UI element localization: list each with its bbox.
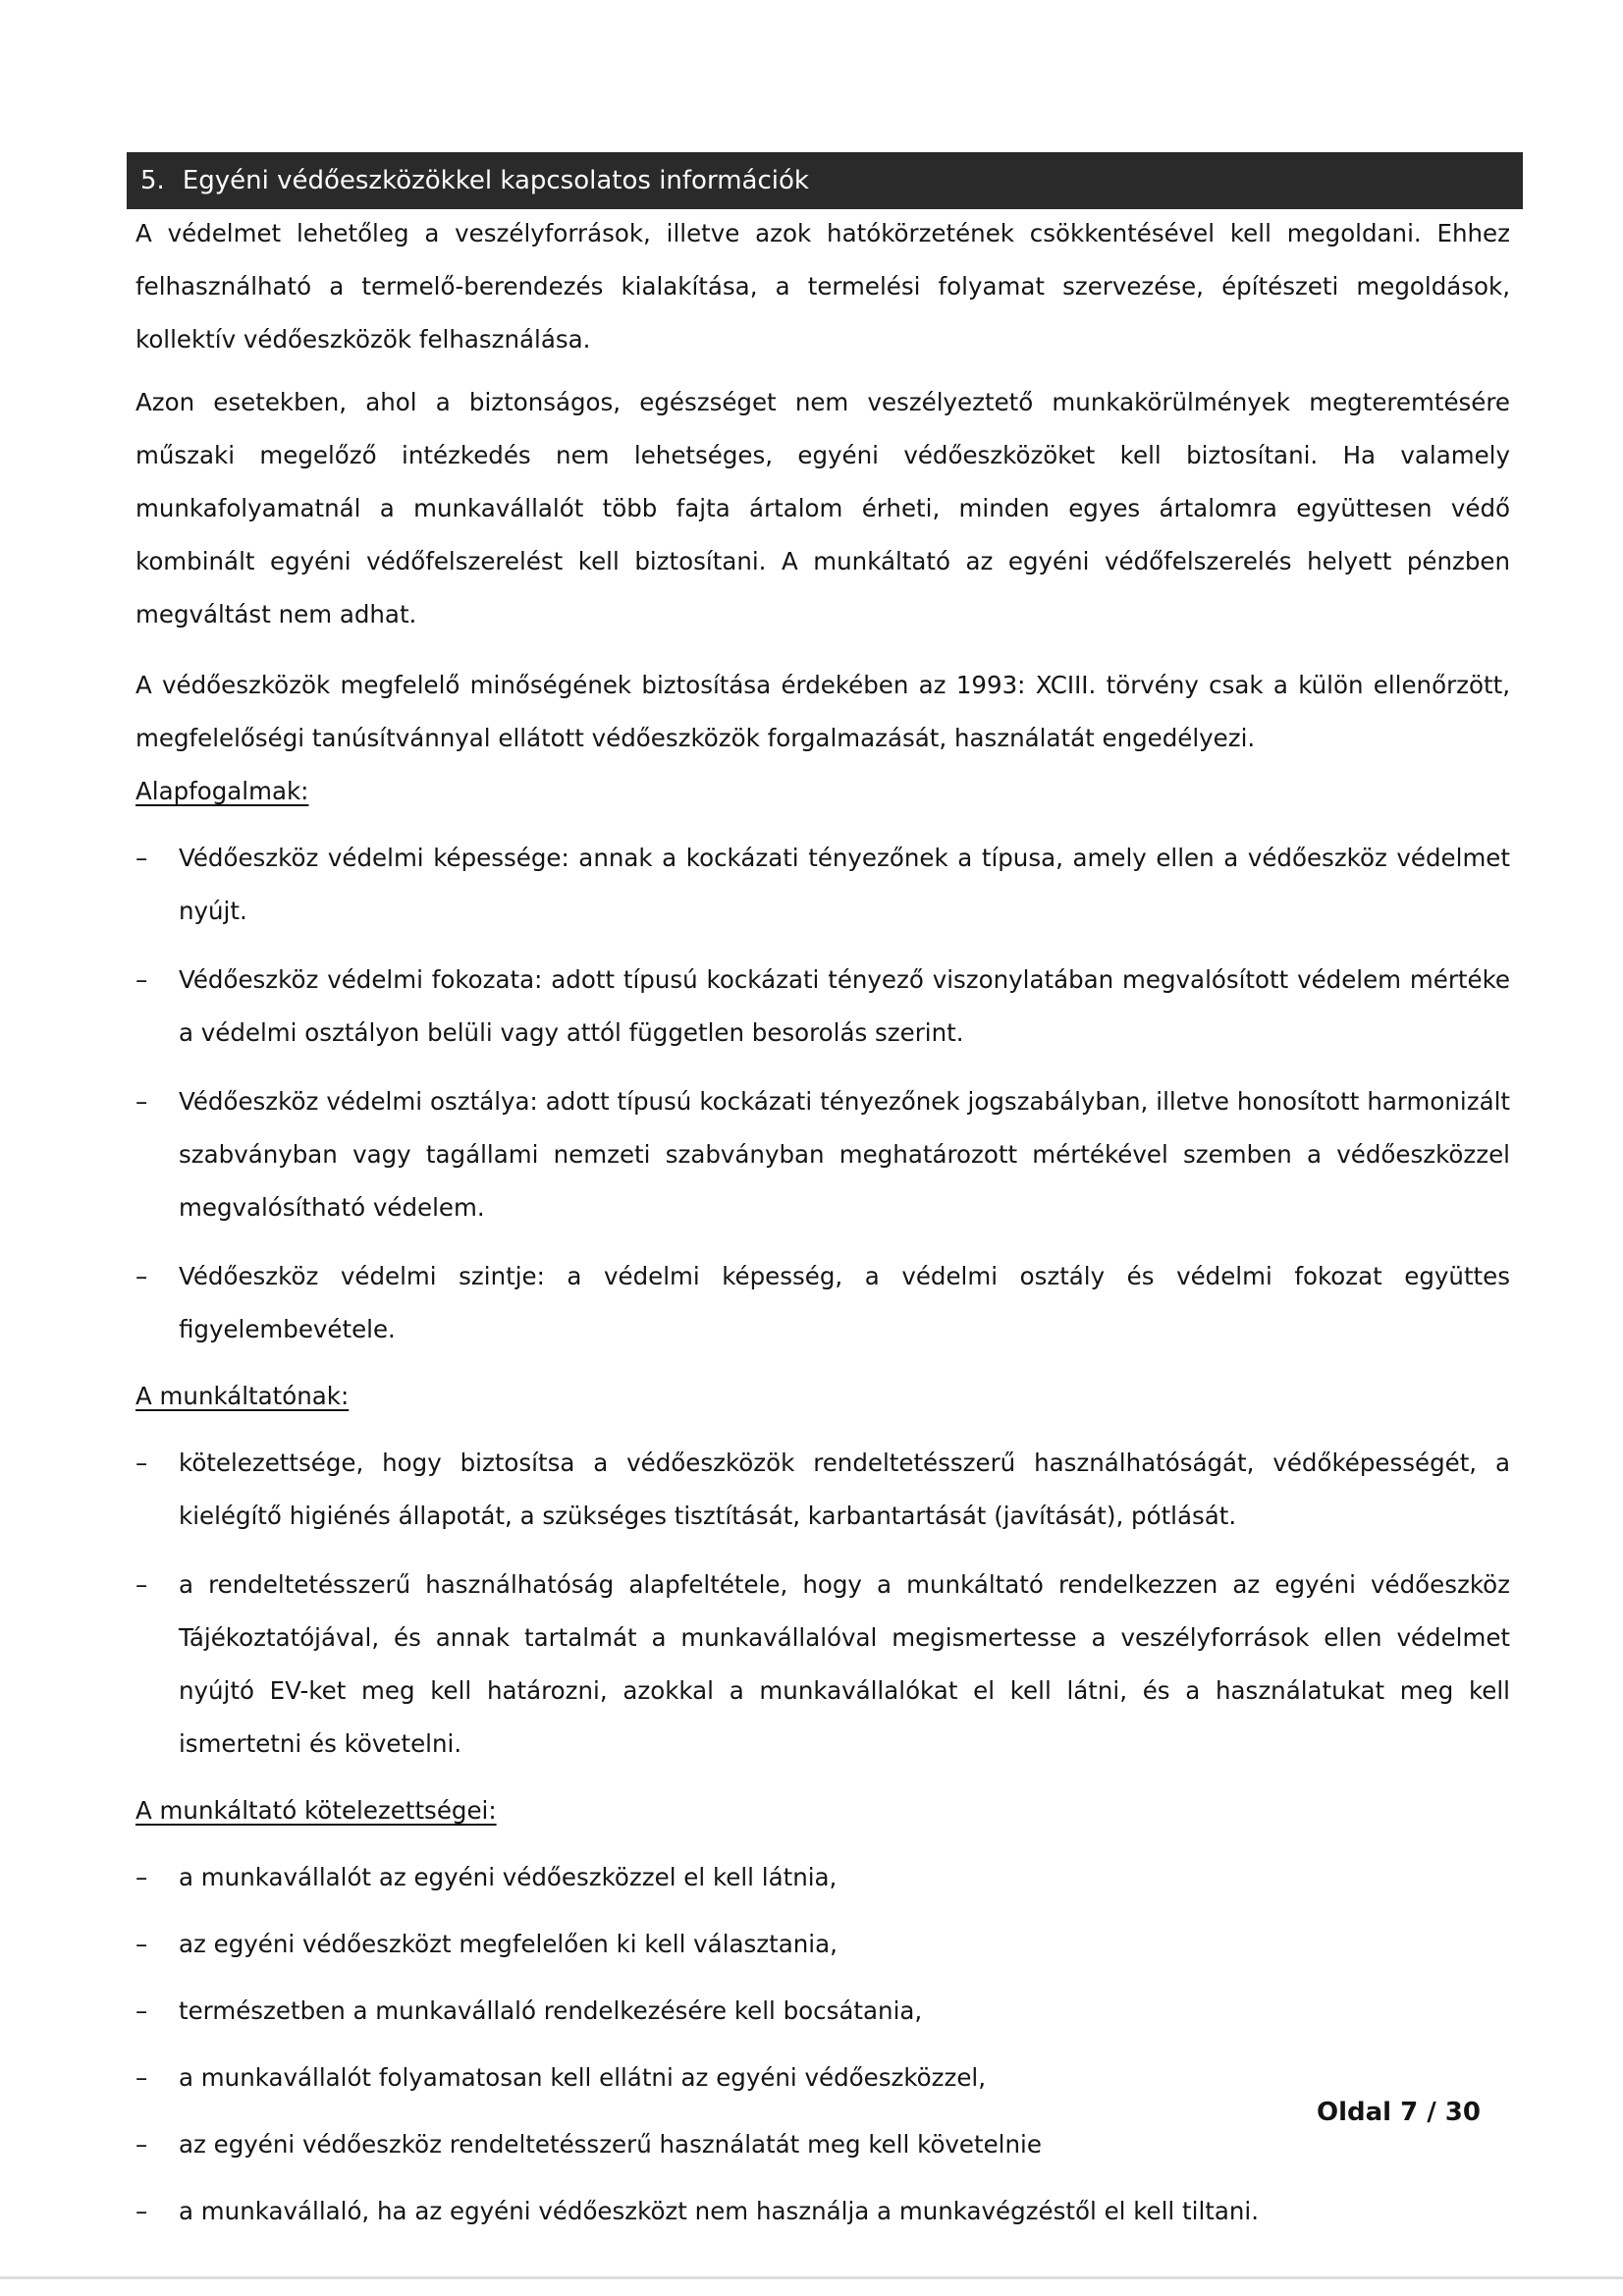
subheading-alapfogalmak: Alapfogalmak: <box>135 777 309 805</box>
section-number: 5. <box>140 166 165 195</box>
list-item: – kötelezettsége, hogy biztosítsa a védőeszközök rendeltetésszerű használhatóságát, védőképességét, a kielégítő higiénés állapotát, a szükséges tisztítását, karbantartását (javítását), pótlását. <box>135 1437 1510 1543</box>
list-item: – az egyéni védőeszközt megfelelően ki kell választania, <box>135 1918 1510 1971</box>
dash-marker: – <box>135 1449 148 1477</box>
alapfogalmak-list <box>135 832 1510 1356</box>
list-item: – Védőeszköz védelmi szintje: a védelmi képesség, a védelmi osztály és védelmi fokozat együttes figyelembevétele. <box>135 1250 1510 1356</box>
list-item: – a munkavállalót folyamatosan kell ellátni az egyéni védőeszközzel, <box>135 2051 1510 2105</box>
kotelezettsegei-list <box>135 1851 1510 2238</box>
dash-marker: – <box>135 1262 148 1290</box>
list-item: – Védőeszköz védelmi osztálya: adott típusú kockázati tényezőnek jogszabályban, illetve honosított harmonizált szabványban vagy tagállami nemzeti szabványban meghatározott mértékével szemben a védőeszközzel megvalósítható védelem. <box>135 1075 1510 1234</box>
dash-marker: – <box>135 1570 148 1599</box>
scan-edge-line <box>0 2276 1623 2279</box>
dash-marker: – <box>135 1863 148 1891</box>
list-item: – természetben a munkavállaló rendelkezésére kell bocsátania, <box>135 1985 1510 2038</box>
list-item: – az egyéni védőeszköz rendeltetésszerű használatát meg kell követelnie <box>135 2118 1510 2171</box>
subheading-munkaltatonak: A munkáltatónak: <box>135 1382 350 1410</box>
paragraph: A védőeszközök megfelelő minőségének biztosítása érdekében az 1993: XCIII. törvény csak a külön ellenőrzött, megfelelőségi tanúsítvánnyal ellátott védőeszközök forgalmazását, használatát engedélyezi. <box>135 671 1510 752</box>
dash-marker: – <box>135 1087 148 1116</box>
list-item: – a munkavállalót az egyéni védőeszközzel el kell látnia, <box>135 1851 1510 1904</box>
paragraph: Azon esetekben, ahol a biztonságos, egészséget nem veszélyeztető munkakörülmények megteremtésére műszaki megelőző intézkedés nem lehetséges, egyéni védőeszközöket kell biztosítani. Ha valamely munkafolyamatnál a munkavállalót több fajta ártalom érheti, minden egyes ártalomra együttesen védő kombinált egyéni védőfelszerelést kell biztosítani. A munkáltató az egyéni védőfelszerelés helyett pénzben megváltást nem adhat. <box>135 388 1510 629</box>
dash-marker: – <box>135 1930 148 1958</box>
document-body <box>135 207 1510 2252</box>
list-item: – a rendeltetésszerű használhatóság alapfeltétele, hogy a munkáltató rendelkezzen az egyéni védőeszköz Tájékoztatójával, és annak tartalmát a munkavállalóval megismertesse a veszélyforrások ellen védelmet nyújtó EV-ket meg kell határozni, azokkal a munkavállalókat el kell látni, és a használatukat meg kell ismertetni és követelni. <box>135 1558 1510 1771</box>
dash-marker: – <box>135 2197 148 2225</box>
subheading-kotelezettsegei: A munkáltató kötelezettségei: <box>135 1796 497 1825</box>
dash-marker: – <box>135 2130 148 2159</box>
munkaltatonak-list <box>135 1437 1510 1771</box>
section-header <box>127 152 1523 209</box>
list-item: – a munkavállaló, ha az egyéni védőeszközt nem használja a munkavégzéstől el kell tiltani. <box>135 2185 1510 2238</box>
list-item: – Védőeszköz védelmi fokozata: adott típusú kockázati tényező viszonylatában megvalósított védelem mértéke a védelmi osztályon belüli vagy attól független besorolás szerint. <box>135 954 1510 1060</box>
dash-marker: – <box>135 2063 148 2092</box>
page-number: Oldal 7 / 30 <box>1316 2098 1481 2127</box>
dash-marker: – <box>135 1996 148 2025</box>
paragraph: A védelmet lehetőleg a veszélyforrások, illetve azok hatókörzetének csökkentésével kell megoldani. Ehhez felhasználható a termelő-berendezés kialakítása, a termelési folyamat szervezése, építészeti megoldások, kollektív védőeszközök felhasználása. <box>135 219 1510 354</box>
section-title: Egyéni védőeszközökkel kapcsolatos információk <box>182 166 809 195</box>
dash-marker: – <box>135 965 148 994</box>
dash-marker: – <box>135 844 148 872</box>
list-item: – Védőeszköz védelmi képessége: annak a kockázati tényezőnek a típusa, amely ellen a védőeszköz védelmet nyújt. <box>135 832 1510 938</box>
